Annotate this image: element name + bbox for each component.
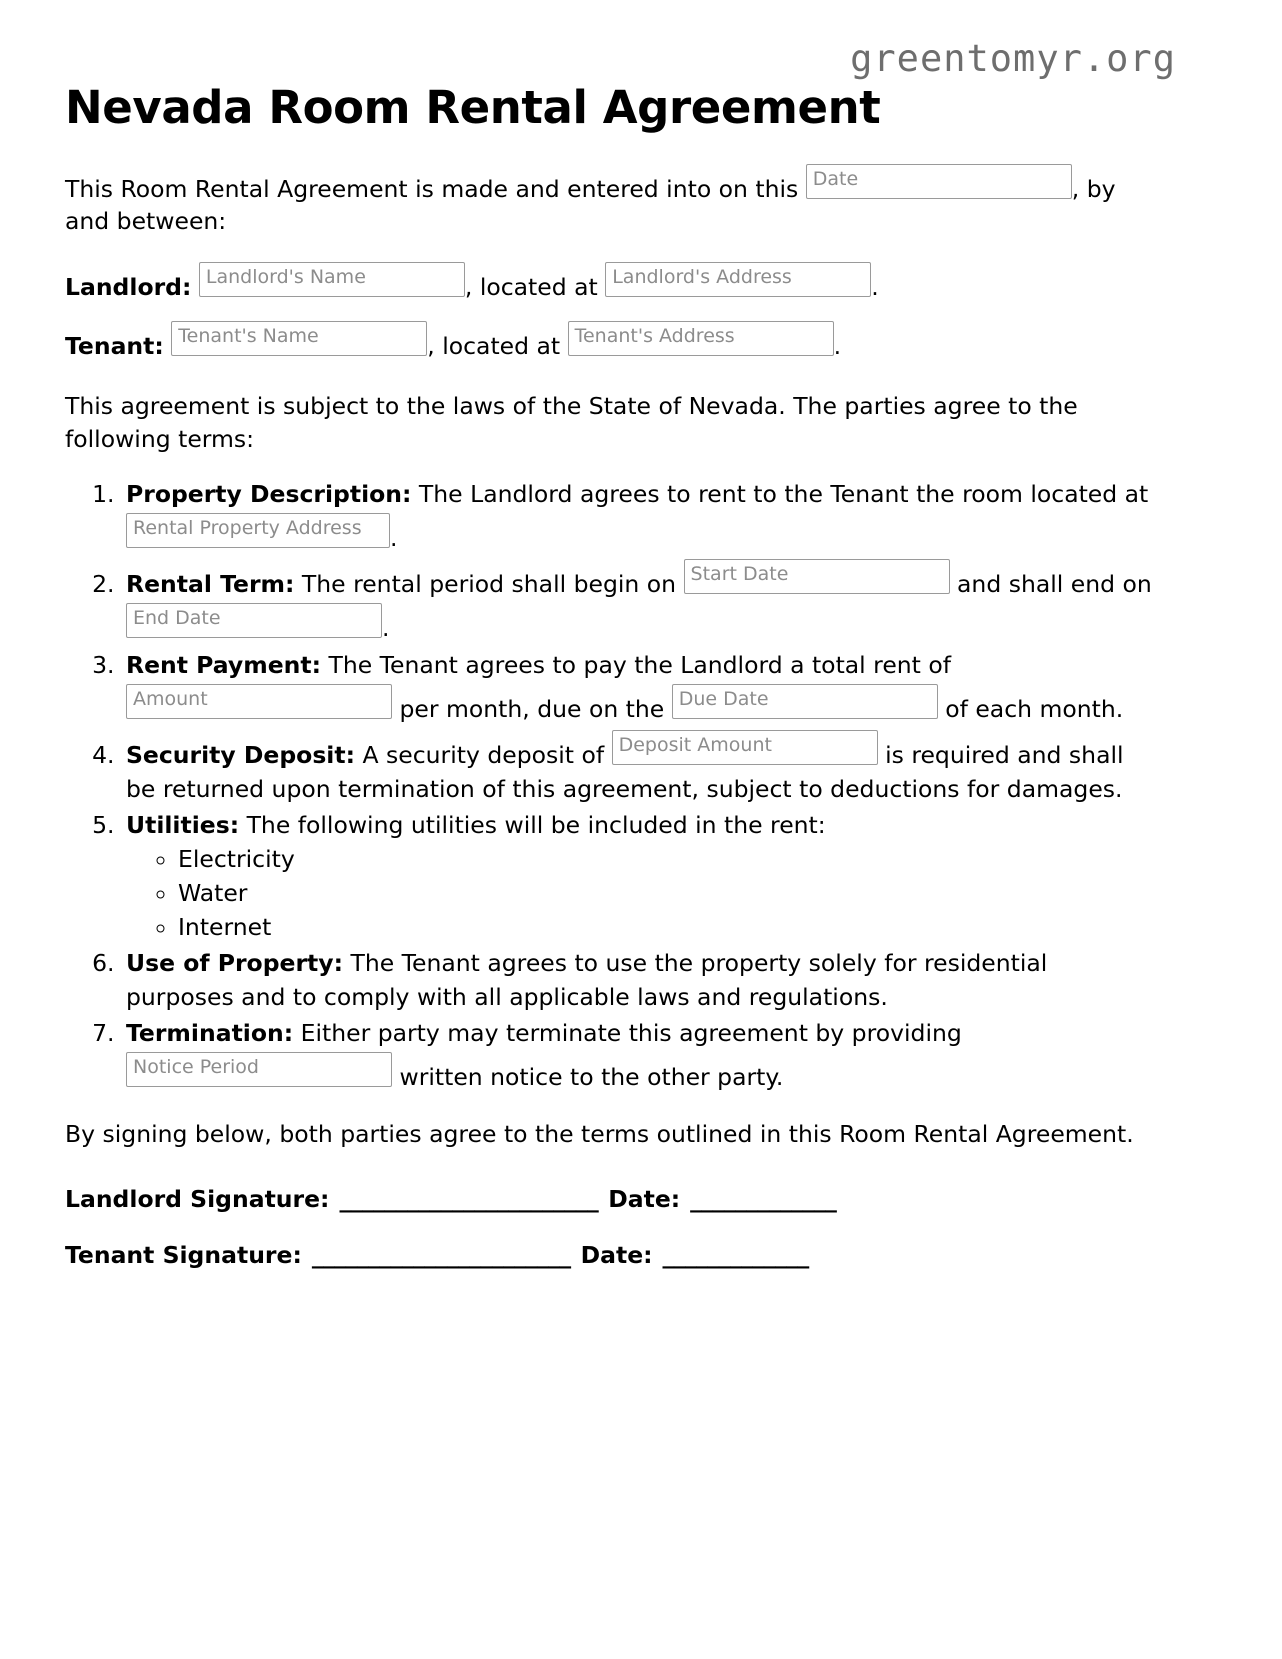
- term-text-after: .: [390, 524, 398, 553]
- utilities-list: [126, 842, 1155, 944]
- term-text: Either party may terminate this agreement by providing: [300, 1019, 962, 1048]
- intro-text-before: This Room Rental Agreement is made and entered into on this: [65, 174, 799, 203]
- term-text-mid: and shall end on: [957, 570, 1152, 599]
- landlord-address-field[interactable]: Landlord's Address: [605, 262, 871, 297]
- tenant-name-field[interactable]: Tenant's Name: [171, 321, 427, 356]
- document-body: [65, 82, 1155, 1297]
- tenant-signature-line[interactable]: _______________________: [311, 1240, 571, 1269]
- term-heading: Rental Term:: [126, 570, 295, 599]
- page-title: Nevada Room Rental Agreement: [65, 81, 881, 134]
- landlord-period: .: [871, 272, 879, 301]
- tenant-located-at: , located at: [427, 332, 561, 361]
- tenant-date-label: Date:: [580, 1240, 653, 1269]
- term-text-after: .: [382, 614, 390, 643]
- landlord-signature-line[interactable]: _______________________: [339, 1184, 599, 1213]
- intro-text-after: , by and between:: [65, 174, 1116, 236]
- term-text: The Tenant agrees to use the property solely for residential purposes and to comply with all applicable laws and regulations.: [126, 949, 1048, 1012]
- utility-item-water: ◦ Water: [178, 876, 1155, 910]
- term-text-mid: per month, due on the: [399, 694, 665, 723]
- site-watermark: greentomyr.org: [850, 37, 1176, 80]
- terms-list: [65, 477, 1155, 1094]
- closing-paragraph: By signing below, both parties agree to the terms outlined in this Room Rental Agreement.: [65, 1120, 1134, 1149]
- term-text: A security deposit of: [362, 740, 605, 769]
- term-heading: Termination:: [126, 1019, 294, 1048]
- term-item-use-of-property: [122, 946, 1155, 1014]
- landlord-date-line[interactable]: _____________: [690, 1184, 837, 1213]
- term-heading: Utilities:: [126, 810, 240, 839]
- term-text-after: is required and shall be returned upon termination of this agreement, subject to deductions for damages.: [126, 740, 1124, 803]
- tenant-signature-label: Tenant Signature:: [65, 1240, 302, 1269]
- tenant-row: [65, 319, 1155, 364]
- deposit-amount-field[interactable]: Deposit Amount: [612, 730, 878, 765]
- end-date-field[interactable]: End Date: [126, 603, 382, 638]
- term-item-rent-payment: [122, 648, 1155, 726]
- term-item-property-description: [122, 477, 1155, 555]
- landlord-label: Landlord:: [65, 272, 192, 301]
- term-item-utilities: [122, 808, 1155, 944]
- term-text: The Landlord agrees to rent to the Tenant the room located at: [418, 480, 1149, 509]
- utility-item-electricity: ◦ Electricity: [178, 842, 1155, 876]
- term-heading: Security Deposit:: [126, 740, 355, 769]
- landlord-name-field[interactable]: Landlord's Name: [199, 262, 465, 297]
- term-text: The following utilities will be included in the rent:: [246, 810, 826, 839]
- governing-law-paragraph: This agreement is subject to the laws of the State of Nevada. The parties agree to the following terms:: [65, 392, 1078, 453]
- tenant-date-line[interactable]: _____________: [662, 1240, 809, 1269]
- landlord-row: [65, 260, 1155, 305]
- tenant-address-field[interactable]: Tenant's Address: [568, 321, 834, 356]
- landlord-signature-row: [65, 1185, 1155, 1213]
- landlord-date-label: Date:: [608, 1184, 681, 1213]
- landlord-located-at: , located at: [464, 272, 598, 301]
- term-text-after: of each month.: [945, 694, 1124, 723]
- intro-paragraph: [65, 162, 1155, 238]
- start-date-field[interactable]: Start Date: [684, 559, 950, 594]
- term-text-after: written notice to the other party.: [399, 1063, 784, 1092]
- rent-amount-field[interactable]: Amount: [126, 684, 392, 719]
- landlord-signature-label: Landlord Signature:: [65, 1184, 330, 1213]
- term-text: The rental period shall begin on: [301, 570, 677, 599]
- term-text: The Tenant agrees to pay the Landlord a total rent of: [328, 650, 952, 679]
- term-heading: Use of Property:: [126, 949, 343, 978]
- notice-period-field[interactable]: Notice Period: [126, 1052, 392, 1087]
- tenant-signature-row: [65, 1241, 1155, 1269]
- term-item-termination: [122, 1016, 1155, 1094]
- utility-item-internet: ◦ Internet: [178, 910, 1155, 944]
- term-heading: Rent Payment:: [126, 650, 322, 679]
- due-date-field[interactable]: Due Date: [672, 684, 938, 719]
- term-heading: Property Description:: [126, 480, 412, 509]
- rental-property-address-field[interactable]: Rental Property Address: [126, 513, 390, 548]
- tenant-period: .: [833, 332, 842, 361]
- date-field[interactable]: Date: [806, 164, 1072, 199]
- term-item-security-deposit: [122, 728, 1155, 806]
- term-item-rental-term: [122, 557, 1155, 645]
- tenant-label: Tenant:: [65, 332, 164, 361]
